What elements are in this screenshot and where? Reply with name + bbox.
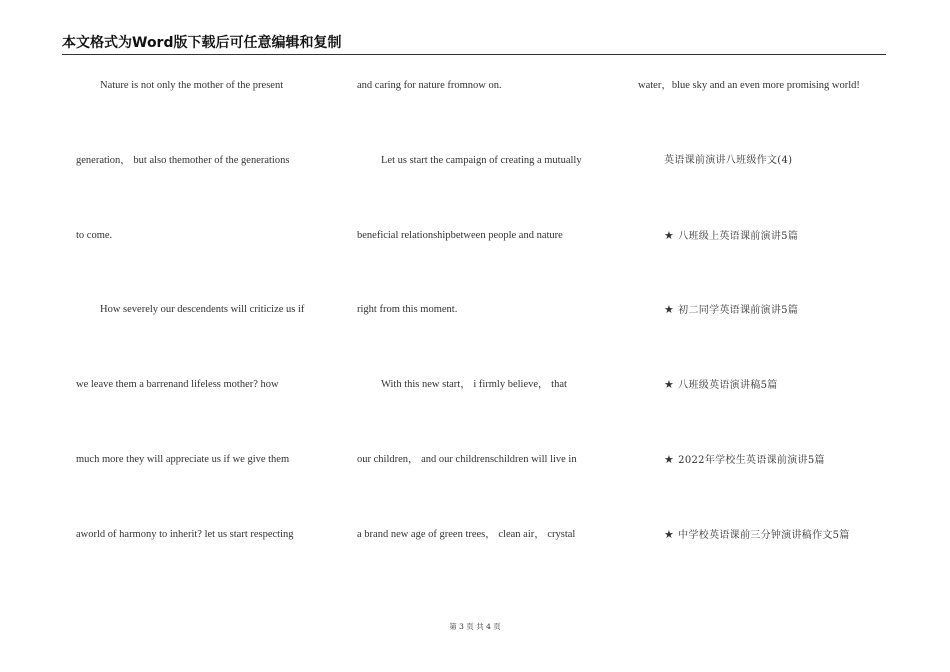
- text-line: beneficial relationshipbetween people and nature: [357, 230, 563, 241]
- text-line: water，blue sky and an even more promising world!: [638, 80, 860, 91]
- related-article-link[interactable]: [664, 229, 798, 244]
- related-article-link[interactable]: [664, 303, 798, 318]
- text-line: With this new start， i firmly believe， that: [381, 379, 567, 390]
- related-article-title: 初二同学英语课前演讲5篇: [678, 305, 799, 316]
- related-article-title: 八班级英语演讲稿5篇: [678, 380, 778, 391]
- related-article-title: 2022年学校生英语课前演讲5篇: [678, 455, 825, 466]
- related-article-title: 八班级上英语课前演讲5篇: [678, 231, 799, 242]
- related-article-link[interactable]: [664, 453, 825, 468]
- text-line: aworld of harmony to inherit? let us start respecting: [76, 529, 294, 540]
- text-line: right from this moment.: [357, 304, 458, 315]
- text-column-1: [76, 0, 336, 672]
- text-line: Let us start the campaign of creating a mutually: [381, 155, 582, 166]
- related-article-link[interactable]: 英语课前演讲八班级作文(4): [664, 155, 793, 166]
- text-line: much more they will appreciate us if we give them: [76, 454, 290, 465]
- star-icon: ★: [664, 528, 675, 541]
- star-icon: ★: [664, 229, 675, 242]
- text-line: our children， and our childrenschildren will live in: [357, 454, 577, 465]
- related-article-title: 中学校英语课前三分钟演讲稿作文5篇: [678, 530, 850, 541]
- text-line: How severely our descendents will criticize us if: [100, 304, 305, 315]
- related-article-link[interactable]: [664, 378, 778, 393]
- text-line: to come.: [76, 230, 113, 241]
- text-line: Nature is not only the mother of the present: [100, 80, 284, 91]
- text-column-3: [638, 0, 898, 672]
- text-line: we leave them a barrenand lifeless mother? how: [76, 379, 279, 390]
- star-icon: ★: [664, 303, 675, 316]
- star-icon: ★: [664, 453, 675, 466]
- star-icon: ★: [664, 378, 675, 391]
- text-column-2: [357, 0, 619, 672]
- document-header-title: 本文格式为Word版下载后可任意编辑和复制: [62, 35, 342, 51]
- text-line: generation， but also themother of the generations: [76, 155, 290, 166]
- text-line: a brand new age of green trees， clean air， crystal: [357, 529, 576, 540]
- related-article-link[interactable]: [664, 528, 850, 543]
- page-number-footer: 第 3 页 共 4 页: [449, 622, 501, 631]
- text-line: and caring for nature fromnow on.: [357, 80, 502, 91]
